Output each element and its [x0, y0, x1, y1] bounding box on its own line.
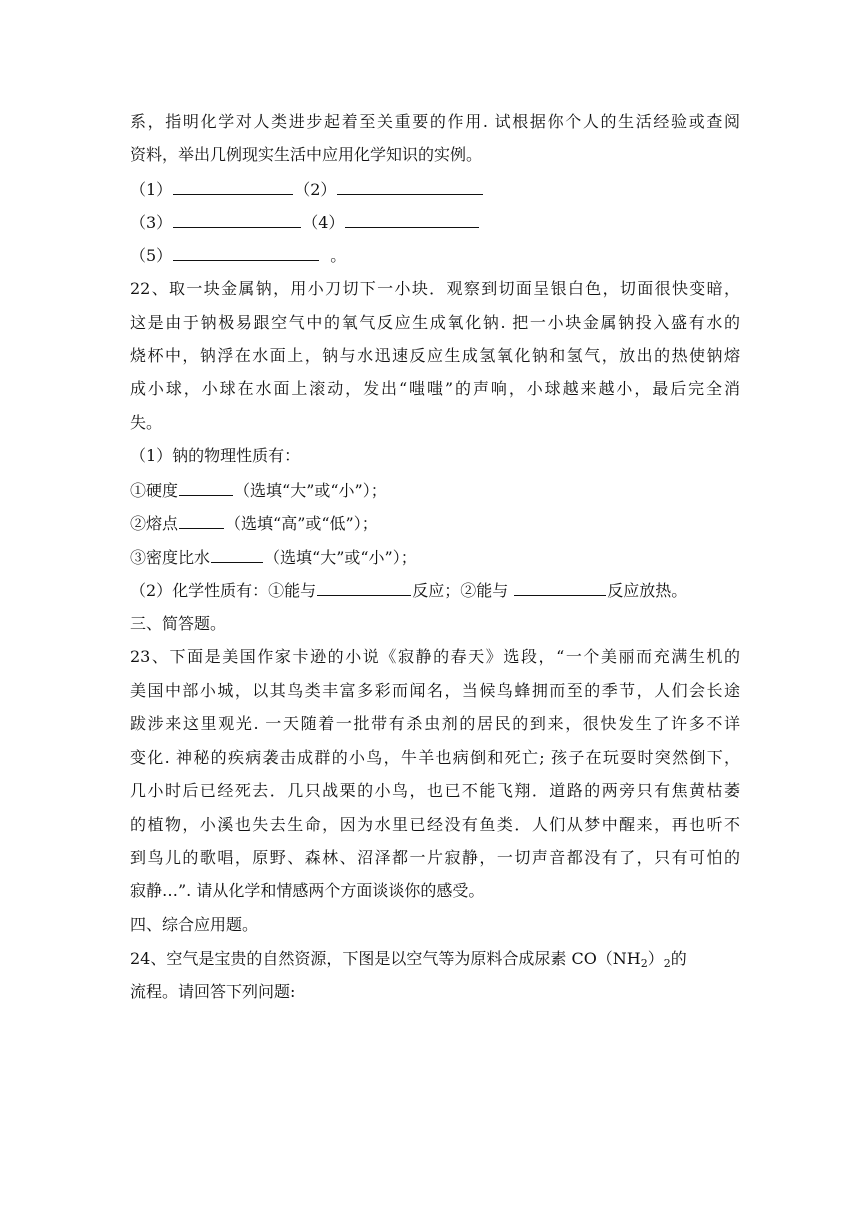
q21-blank-3-label: （3） [130, 213, 173, 232]
q24-subscript-b: 2 [663, 957, 671, 970]
q22-chemical-row [130, 580, 740, 600]
density-answer-blank[interactable] [211, 547, 263, 563]
melting-answer-blank[interactable] [179, 513, 224, 529]
section-4-heading: 四、综合应用题。 [130, 915, 259, 934]
q22-melting-row [130, 513, 740, 533]
q21-line-2: 资料，举出几例现实生活中应用化学知识的实例。 [130, 145, 483, 164]
q23-line-6: 的植物，小溪也失去生命，因为水里已经没有鱼类．人们从梦中醒来，再也听不 [130, 815, 740, 834]
hardness-label: ①硬度 [130, 481, 179, 500]
q22-sub-question-1: （1）钠的物理性质有： [130, 446, 301, 465]
q21-blank-5-label: （5） [130, 246, 173, 265]
q24-text-mid: ） [647, 949, 664, 968]
q24-line-1 [130, 949, 740, 969]
melting-label: ②熔点 [130, 514, 179, 533]
q23-line-8: 寂静…”. 请从化学和情感两个方面谈谈你的感受。 [130, 881, 485, 900]
q21-answer-blank-4[interactable] [345, 212, 479, 228]
q21-blanks-row-2 [130, 212, 740, 232]
q22-line-5: 失。 [130, 413, 163, 432]
q21-answer-blank-3[interactable] [173, 212, 301, 228]
q21-blank-1-label: （1） [130, 180, 173, 199]
q23-line-3: 跋涉来这里观光. 一天随着一批带有杀虫剂的居民的到来，很快发生了许多不详 [130, 714, 740, 733]
q23-line-2: 美国中部小城，以其鸟类丰富多彩而闻名，当候鸟蜂拥而至的季节，人们会长途 [130, 681, 740, 700]
density-hint: （选填“大”或“小”）； [264, 548, 417, 567]
q21-end-mark: 。 [330, 246, 347, 265]
chemical-mid-text: 反应；②能与 [412, 581, 514, 600]
q24-subscript-a: 2 [640, 957, 648, 970]
q21-answer-blank-5[interactable] [173, 245, 319, 261]
q24-text-start: 24、空气是宝贵的自然资源，下图是以空气等为原料合成尿素 CO（NH [130, 949, 641, 968]
q21-blanks-row-1 [130, 179, 740, 199]
melting-hint: （选填“高”或“低”）； [225, 514, 378, 533]
q22-hardness-row [130, 480, 740, 500]
q23-line-5: 几小时后已经死去．几只战栗的小鸟，也已不能飞翔．道路的两旁只有焦黄枯萎 [130, 781, 740, 800]
chemical-label: （2）化学性质有：①能与 [130, 581, 317, 600]
q23-line-1: 23、下面是美国作家卡逊的小说《寂静的春天》选段，“一个美丽而充满生机的 [130, 647, 740, 666]
q21-blank-4-label: （4） [302, 213, 345, 232]
q24-text-end: 的 [670, 949, 687, 968]
q21-blanks-row-3 [130, 245, 740, 265]
chemical-answer-blank-2[interactable] [514, 580, 606, 596]
section-3-heading: 三、简答题。 [130, 614, 227, 633]
chemical-answer-blank-1[interactable] [317, 580, 411, 596]
q21-answer-blank-1[interactable] [173, 179, 293, 195]
q22-line-4: 成小球，小球在水面上滚动，发出“嗤嗤”的声响，小球越来越小，最后完全消 [130, 379, 740, 398]
hardness-answer-blank[interactable] [179, 480, 233, 496]
q22-line-3: 烧杯中，钠浮在水面上，钠与水迅速反应生成氢氧化钠和氢气，放出的热使钠熔 [130, 346, 740, 365]
q23-line-4: 变化. 神秘的疾病袭击成群的小鸟，牛羊也病倒和死亡; 孩子在玩耍时突然倒下， [130, 748, 740, 767]
q22-line-1: 22、取一块金属钠，用小刀切下一小块．观察到切面呈银白色，切面很快变暗， [130, 279, 740, 298]
q21-answer-blank-2[interactable] [337, 179, 483, 195]
q23-line-7: 到鸟儿的歌唱，原野、森林、沼泽都一片寂静，一切声音都没有了，只有可怕的 [130, 848, 740, 867]
q22-line-2: 这是由于钠极易跟空气中的氧气反应生成氧化钠. 把一小块金属钠投入盛有水的 [130, 313, 740, 332]
q24-line-2: 流程。请回答下列问题: [130, 982, 296, 1001]
hardness-hint: （选填“大”或“小”）； [234, 481, 387, 500]
q21-line-1: 系，指明化学对人类进步起着至关重要的作用. 试根据你个人的生活经验或查阅 [130, 112, 740, 131]
q22-density-row [130, 547, 740, 567]
density-label: ③密度比水 [130, 548, 211, 567]
q21-blank-2-label: （2） [294, 180, 337, 199]
chemical-end-text: 反应放热。 [607, 581, 688, 600]
